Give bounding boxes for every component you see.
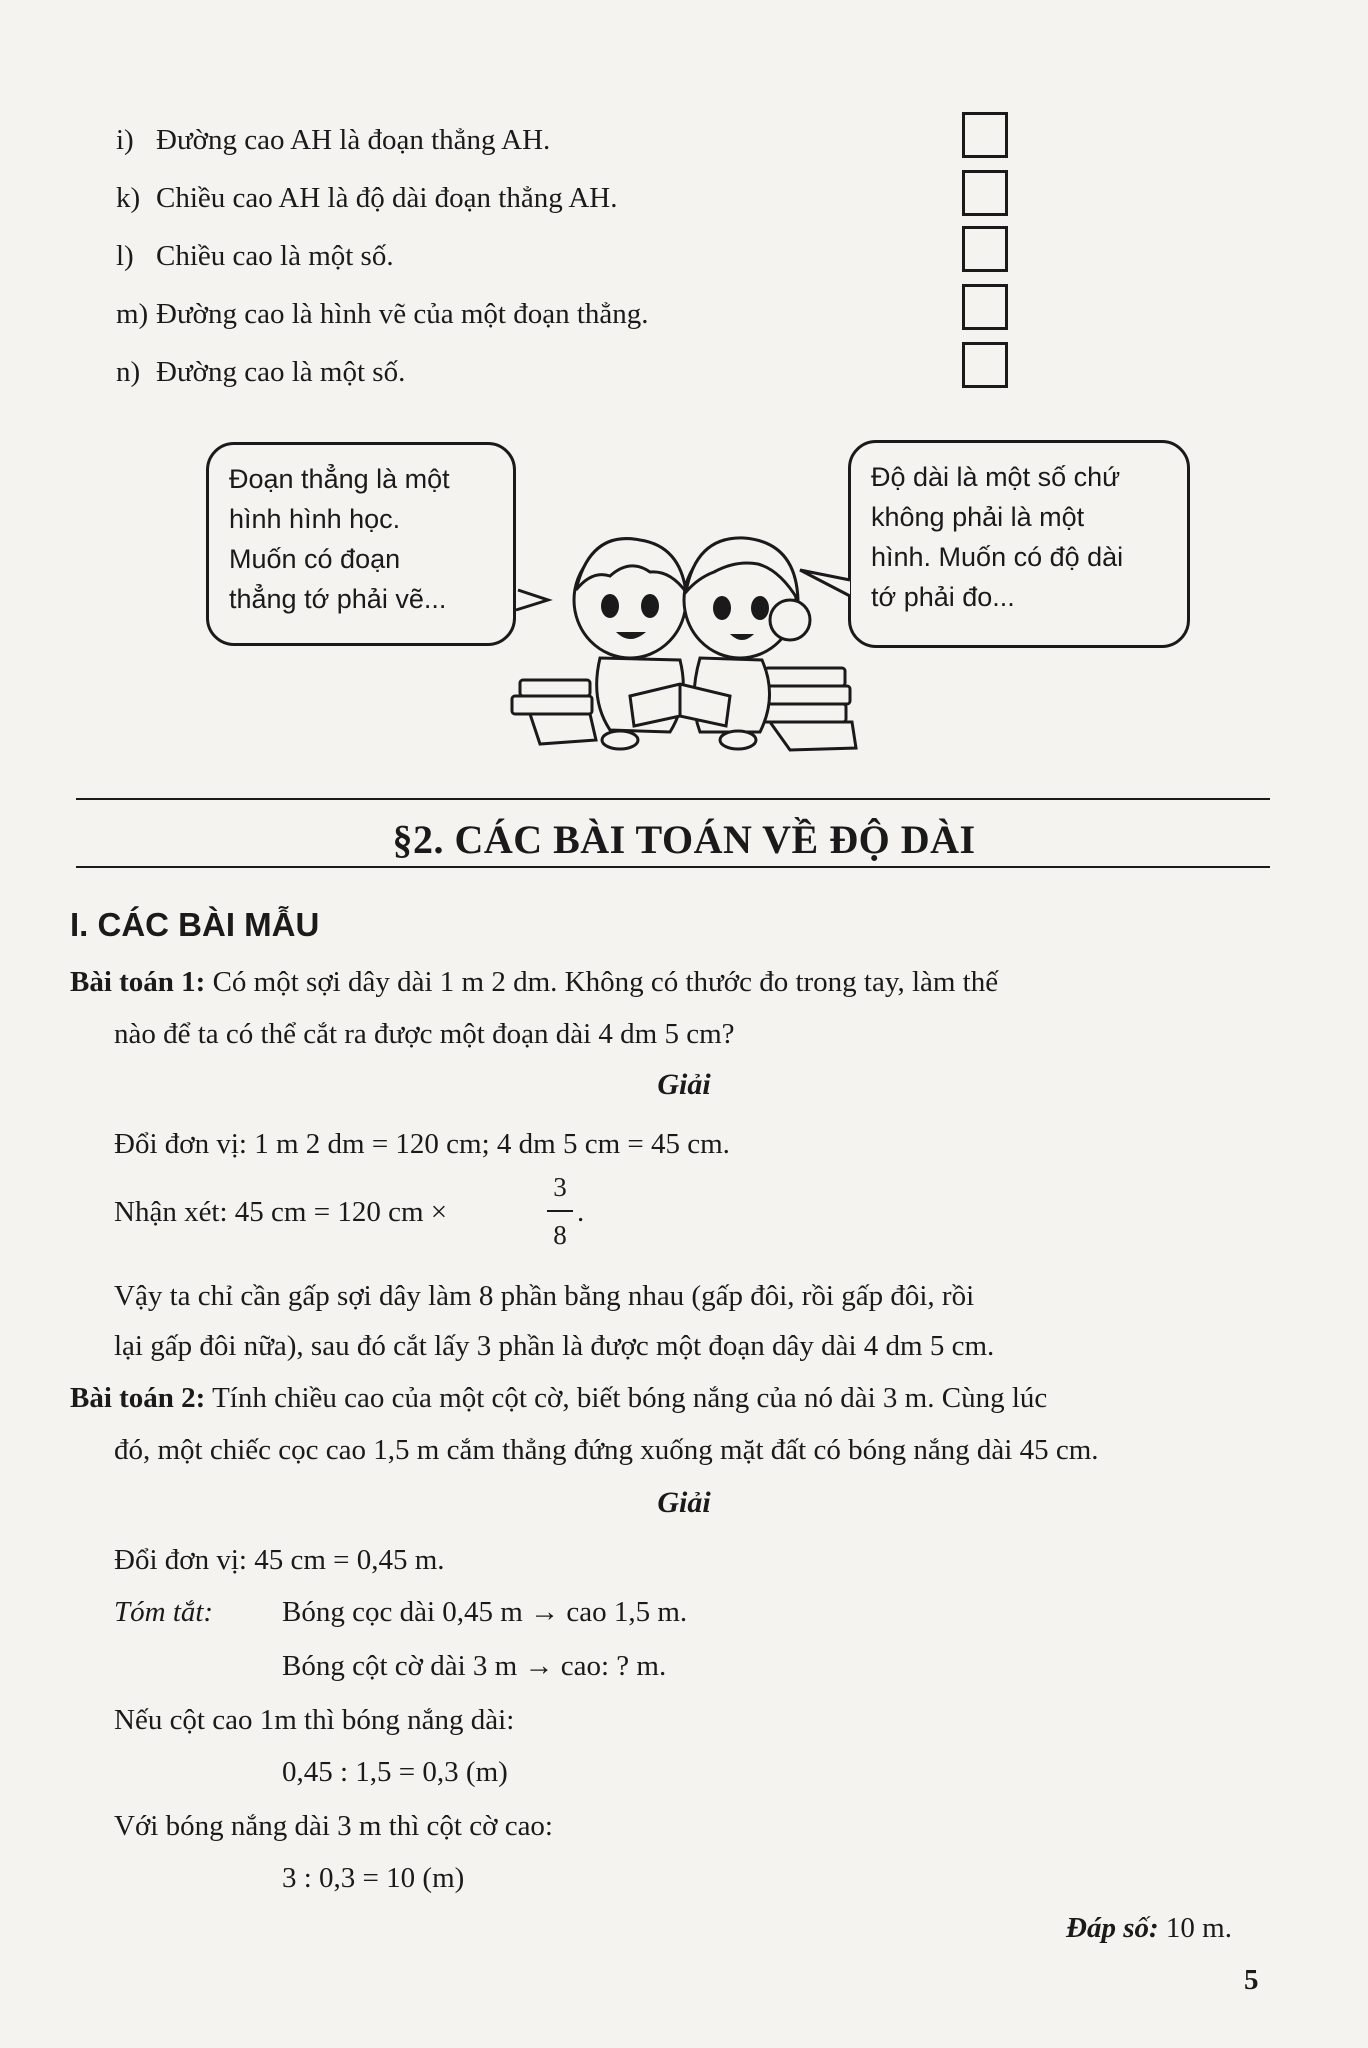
statement-text: Chiều cao AH là độ dài đoạn thẳng AH.	[156, 182, 618, 214]
remark-prefix: Nhận xét: 45 cm = 120 cm ×	[114, 1196, 448, 1228]
statement-text: Đường cao là một số.	[156, 356, 406, 388]
statement-label: m)	[116, 298, 149, 330]
bubble-line: Đoạn thẳng là một	[229, 464, 450, 494]
summary-line2: Bóng cột cờ dài 3 m → cao: ? m.	[282, 1650, 667, 1682]
problem2-line2: đó, một chiếc cọc cao 1,5 m cắm thẳng đứng xuống mặt đất có bóng nắng dài 45 cm.	[114, 1434, 1099, 1466]
problem2-conversion: Đổi đơn vị: 45 cm = 0,45 m.	[114, 1544, 445, 1576]
statement-i	[116, 124, 550, 157]
fraction-numerator: 3	[553, 1172, 567, 1202]
statement-label: k)	[116, 182, 141, 214]
statement-label: n)	[116, 356, 141, 388]
statement-label: i)	[116, 124, 134, 156]
problem1-remark	[114, 1196, 447, 1229]
answer	[1066, 1912, 1232, 1945]
statement-l	[116, 240, 394, 273]
bubble-line: không phải là một	[871, 502, 1085, 532]
summary-label: Tóm tắt:	[114, 1596, 214, 1628]
fraction-bar	[547, 1210, 573, 1212]
summary-line1: Bóng cọc dài 0,45 m → cao 1,5 m.	[282, 1596, 688, 1628]
heading-sample-problems: I. CÁC BÀI MẪU	[70, 906, 320, 943]
problem1-conclusion-line1: Vậy ta chỉ cần gấp sợi dây làm 8 phần bằng nhau (gấp đôi, rồi gấp đôi, rồi	[114, 1280, 975, 1312]
statement-text: Đường cao AH là đoạn thẳng AH.	[156, 124, 551, 156]
fraction-denominator: 8	[553, 1220, 567, 1250]
answer-checkbox-i[interactable]	[962, 112, 1008, 158]
bubble-line: Độ dài là một số chứ	[871, 462, 1121, 492]
calc2: 3 : 0,3 = 10 (m)	[282, 1862, 465, 1894]
answer-value: 10 m.	[1165, 1912, 1232, 1944]
problem2-text: Tính chiều cao của một cột cờ, biết bóng nắng của nó dài 3 m. Cùng lúc	[212, 1382, 1048, 1414]
problem1-line2: nào để ta có thể cắt ra được một đoạn dài 4 dm 5 cm?	[114, 1018, 735, 1050]
problem1-conclusion-line2: lại gấp đôi nữa), sau đó cắt lấy 3 phần là được một đoạn dây dài 4 dm 5 cm.	[114, 1330, 995, 1362]
problem1-line1	[70, 966, 998, 999]
speech-bubble-right	[848, 440, 1190, 648]
problem1-text: Có một sợi dây dài 1 m 2 dm. Không có thước đo trong tay, làm thế	[212, 966, 999, 998]
step1: Nếu cột cao 1m thì bóng nắng dài:	[114, 1704, 515, 1736]
bubble-line: Muốn có đoạn	[229, 544, 401, 574]
section-rule-bottom	[76, 866, 1270, 868]
answer-checkbox-m[interactable]	[962, 284, 1008, 330]
bubble-line: tớ phải đo...	[871, 582, 1015, 612]
statement-m	[116, 298, 649, 331]
bubble-line: hình hình học.	[229, 504, 401, 534]
kids-reading-illustration	[500, 500, 870, 760]
problem2-line1	[70, 1382, 1047, 1415]
page-number: 5	[1244, 1964, 1259, 1996]
statement-text: Đường cao là hình vẽ của một đoạn thẳng.	[156, 298, 649, 330]
answer-checkbox-k[interactable]	[962, 170, 1008, 216]
section-title: §2. CÁC BÀI TOÁN VỀ ĐỘ DÀI	[392, 817, 976, 862]
remark-suffix: .	[577, 1196, 585, 1228]
answer-checkbox-n[interactable]	[962, 342, 1008, 388]
answer-label: Đáp số:	[1066, 1912, 1159, 1944]
statement-text: Chiều cao là một số.	[156, 240, 394, 272]
bubble-line: thẳng tớ phải vẽ...	[229, 584, 447, 614]
problem1-solution-title: Giải	[657, 1068, 711, 1101]
problem1-conversion: Đổi đơn vị: 1 m 2 dm = 120 cm; 4 dm 5 cm = 45 cm.	[114, 1128, 730, 1160]
statement-n	[116, 356, 405, 389]
statement-label: l)	[116, 240, 134, 272]
bubble-line: hình. Muốn có độ dài	[871, 542, 1124, 572]
statement-k	[116, 182, 618, 215]
problem1-label: Bài toán 1:	[70, 966, 206, 998]
answer-checkbox-l[interactable]	[962, 226, 1008, 272]
step2: Với bóng nắng dài 3 m thì cột cờ cao:	[114, 1810, 553, 1842]
problem2-label: Bài toán 2:	[70, 1382, 206, 1414]
section-rule-top	[76, 798, 1270, 800]
problem2-solution-title: Giải	[657, 1486, 711, 1519]
speech-bubble-left	[206, 442, 516, 646]
calc1: 0,45 : 1,5 = 0,3 (m)	[282, 1756, 508, 1788]
